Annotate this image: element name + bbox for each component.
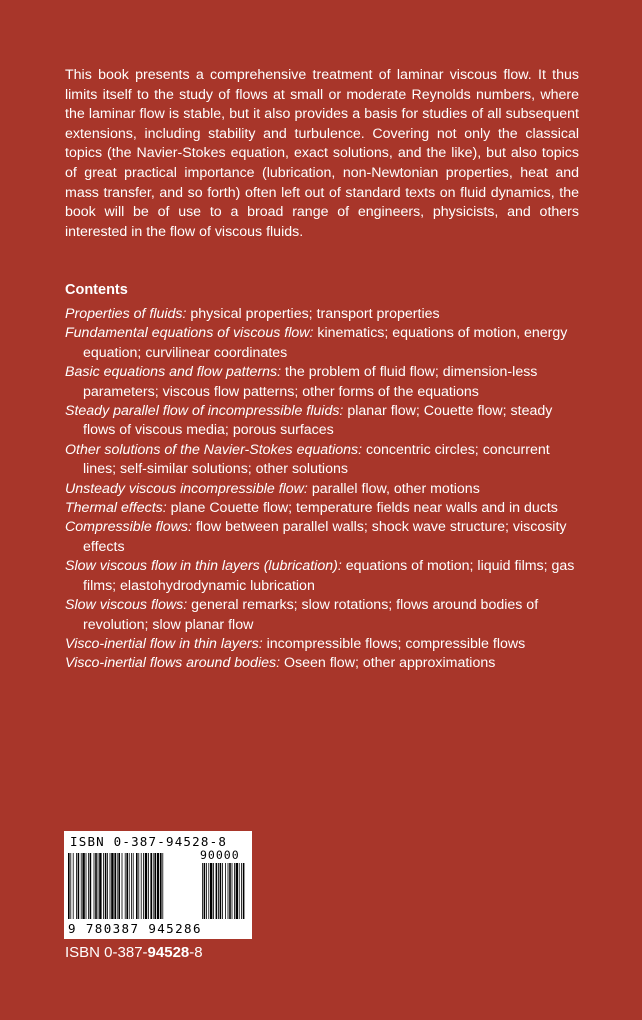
barcode-addon-bar xyxy=(204,863,206,919)
barcode-bar xyxy=(70,853,71,919)
contents-item xyxy=(65,654,585,673)
barcode-bar xyxy=(111,853,113,919)
chapter-topics: Oseen flow; other approximations xyxy=(280,655,496,672)
chapter-topics: general remarks; slow rotations; flows around bodies of revolution; slow planar flow xyxy=(83,597,539,633)
barcode-addon-bar xyxy=(218,863,219,919)
barcode-bar xyxy=(138,853,139,919)
barcode-addon-bar xyxy=(232,863,233,919)
chapter-topics: incompressible flows; compressible flows xyxy=(262,635,526,652)
contents-item xyxy=(65,596,585,635)
barcode-bar xyxy=(148,853,149,919)
barcode-bar xyxy=(157,853,159,919)
barcode-bar xyxy=(107,853,108,919)
chapter-title: Thermal effects: xyxy=(65,500,167,517)
barcode-bar xyxy=(143,853,144,919)
barcode-bar xyxy=(122,853,123,919)
chapter-title: Compressible flows: xyxy=(65,519,192,536)
contents-heading: Contents xyxy=(65,282,128,298)
barcode-addon-bar xyxy=(220,863,222,919)
barcode-price-addon: 90000 xyxy=(200,848,240,862)
barcode-bar xyxy=(76,853,77,919)
barcode-addon-bar xyxy=(234,863,235,919)
barcode-addon-bar xyxy=(210,863,212,919)
chapter-title: Steady parallel flow of incompressible fluids: xyxy=(65,403,344,420)
barcode-bar xyxy=(141,853,142,919)
barcode-addon-bar xyxy=(222,863,223,919)
chapter-title: Slow viscous flow in thin layers (lubrication): xyxy=(65,558,342,575)
contents-item xyxy=(65,518,585,557)
chapter-title: Basic equations and flow patterns: xyxy=(65,364,282,381)
barcode-bar xyxy=(150,853,152,919)
chapter-topics: equations of motion; liquid films; gas films; elastohydrodynamic lubrication xyxy=(83,558,575,594)
barcode-bar xyxy=(114,853,116,919)
contents-list xyxy=(65,305,585,674)
chapter-title: Fundamental equations of viscous flow: xyxy=(65,325,314,342)
barcode-addon-bar xyxy=(241,863,242,919)
barcode-bar xyxy=(160,853,162,919)
chapter-topics: concentric circles; concurrent lines; self-similar solutions; other solutions xyxy=(83,441,550,478)
contents-item xyxy=(65,324,585,363)
barcode-addon-bar xyxy=(243,863,245,919)
barcode-bar xyxy=(86,853,87,919)
chapter-topics: parallel flow, other motions xyxy=(307,480,480,497)
barcode-bar xyxy=(110,853,111,919)
barcode-addon-bar xyxy=(206,863,207,919)
barcode-bar xyxy=(126,853,128,919)
barcode-bars xyxy=(68,853,248,921)
chapter-title: Visco-inertial flow in thin layers: xyxy=(65,635,263,652)
barcode-bar xyxy=(94,853,95,919)
chapter-topics: flow between parallel walls; shock wave structure; viscosity effects xyxy=(83,519,567,555)
barcode-bar xyxy=(136,853,138,919)
barcode-bar xyxy=(103,853,104,919)
book-description: This book presents a comprehensive treatment of laminar viscous flow. It thus limits itself to the study of flows at small or moderate Reynolds numbers, where the laminar flow is stable, but it also provides a basis for studies of all subsequent extensions, including stability and turbulence. Covering not only the classical topics (the Navier-Stokes equation, exact solutions, and the like), but also topics of great practical importance (lubrication, non-Newtonian properties, heat and mass transfer, and so forth) often left out of standard texts on fluid dynamics, the book will be of use to a broad range of engineers, physicists, and others interested in the flow of viscous fluids. xyxy=(65,67,579,240)
barcode-bar xyxy=(88,853,89,919)
barcode-bar xyxy=(153,853,154,919)
barcode-bar xyxy=(117,853,118,919)
barcode-bar xyxy=(133,853,134,919)
barcode-bar xyxy=(81,853,82,919)
barcode-bar xyxy=(145,853,147,919)
isbn-bold-part: 94528 xyxy=(147,944,190,961)
barcode-addon-bar xyxy=(229,863,231,919)
chapter-title: Properties of fluids: xyxy=(65,306,187,322)
barcode-bar xyxy=(105,853,107,919)
barcode-bar xyxy=(125,853,126,919)
contents-item xyxy=(65,305,585,324)
barcode-bar xyxy=(154,853,156,919)
barcode-addon-bar xyxy=(213,863,214,919)
barcode-addon-bar xyxy=(225,863,226,919)
chapter-topics: kinematics; equations of motion, energy equation; curvilinear coordinates xyxy=(83,325,568,361)
barcode-bar xyxy=(90,853,92,919)
chapter-topics: the problem of fluid flow; dimension-less parameters; viscous flow patterns; other forms of the equations xyxy=(83,364,538,400)
contents-item xyxy=(65,363,585,402)
isbn-suffix: -8 xyxy=(189,944,203,961)
chapter-topics: planar flow; Couette flow; steady flows of viscous media; porous surfaces xyxy=(83,403,553,439)
barcode-bar xyxy=(129,853,130,919)
barcode-bar xyxy=(95,853,97,919)
contents-item xyxy=(65,441,585,480)
chapter-title: Visco-inertial flows around bodies: xyxy=(65,655,281,672)
barcode-bar xyxy=(82,853,84,919)
barcode-addon-bar xyxy=(202,863,203,919)
barcode-addon-bar xyxy=(208,863,209,919)
chapter-topics: plane Couette flow; temperature fields near walls and in ducts xyxy=(166,500,558,517)
chapter-title: Other solutions of the Navier-Stokes equations: xyxy=(65,441,363,458)
contents-item xyxy=(65,480,585,499)
barcode xyxy=(64,831,252,939)
chapter-topics: physical properties; transport properties xyxy=(186,306,440,322)
contents-item xyxy=(65,635,585,654)
isbn-prefix: ISBN 0-387- xyxy=(65,944,148,961)
barcode-bar xyxy=(78,853,80,919)
contents-item xyxy=(65,557,585,596)
chapter-title: Unsteady viscous incompressible flow: xyxy=(65,480,308,497)
barcode-addon-bar xyxy=(216,863,218,919)
barcode-bar xyxy=(99,853,101,919)
chapter-title: Slow viscous flows: xyxy=(65,597,188,614)
barcode-bar xyxy=(98,853,99,919)
barcode-bar xyxy=(73,853,74,919)
barcode-addon-bar xyxy=(239,863,240,919)
barcode-bar xyxy=(131,853,132,919)
barcode-bar xyxy=(68,853,70,919)
barcode-bar xyxy=(118,853,120,919)
contents-item xyxy=(65,402,585,441)
barcode-isbn-label: ISBN 0-387-94528-8 xyxy=(70,834,228,849)
isbn-number xyxy=(65,944,203,961)
barcode-addon-bar xyxy=(236,863,238,919)
contents-item xyxy=(65,499,585,518)
barcode-digits: 9 780387 945286 xyxy=(68,921,202,936)
barcode-bar xyxy=(162,853,163,919)
barcode-addon-bar xyxy=(228,863,229,919)
